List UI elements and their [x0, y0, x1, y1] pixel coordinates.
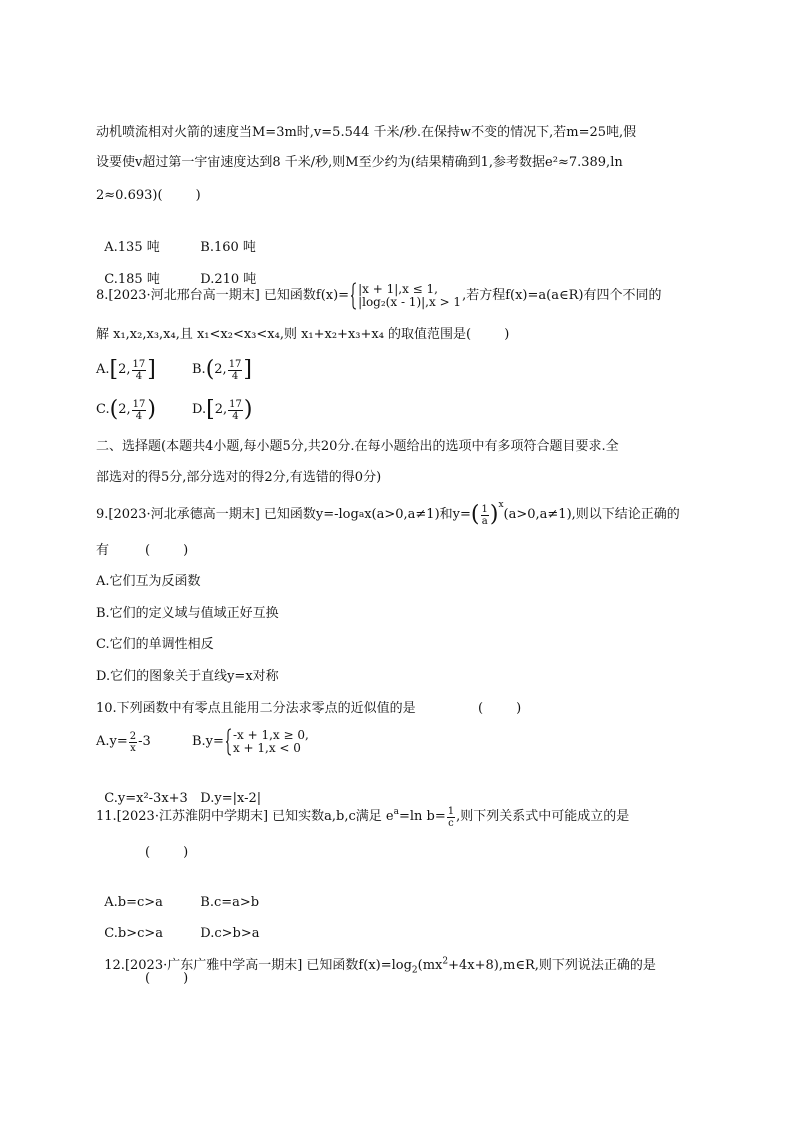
q8-option-b: B. ( 2, $\frac{17}{4}$ ]: [192, 357, 253, 382]
q8-option-c: C. ( 2, $\frac{17}{4}$ ): [96, 397, 156, 422]
q10-case-1: -x + 1,x ≥ 0,: [232, 728, 309, 742]
q8-piecewise-cases: [358, 283, 461, 309]
q7-stem-line-1: 动机喷流相对火箭的速度当M=3m时,v=5.544 千米/秒.在保持w不变的情况下,若m=25吨,假: [96, 125, 637, 140]
exponent: 2: [442, 956, 449, 967]
interval-close: ]: [243, 357, 253, 382]
interval-close: ): [243, 397, 253, 422]
fraction: $\frac{1}{a}$: [481, 503, 488, 527]
q7-option-c: C.185 吨: [104, 272, 160, 287]
exponent: x: [498, 500, 504, 510]
q10-answer-blank: ( ): [478, 701, 522, 716]
q8-stem-start: 8.[2023·河北邢台高一期末] 已知函数f(x)=: [96, 288, 350, 303]
interval-close: ]: [147, 357, 156, 382]
q7-option-d: D.210 吨: [200, 272, 257, 287]
q10-piecewise-cases: [233, 729, 309, 755]
q11-option-d: D.c>b>a: [200, 926, 260, 941]
q9-option-c: C.它们的单调性相反: [96, 637, 214, 652]
fraction: $\frac{2}{x}$: [129, 730, 137, 754]
q10-option-d: D.y=|x-2|: [200, 791, 262, 806]
interval-open: (: [205, 357, 215, 382]
fraction: $\frac{17}{4}$: [132, 358, 146, 382]
q9-option-b: B.它们的定义域与值域正好互换: [96, 606, 279, 621]
q7-stem-line-3: 2≈0.693)( ): [96, 188, 201, 203]
q8-stem-line-2: 解 x₁,x₂,x₃,x₄,且 x₁<x₂<x₃<x₄,则 x₁+x₂+x₃+x₄ 的取值范围是( ): [96, 327, 510, 342]
fraction: $\frac{17}{4}$: [229, 398, 242, 422]
interval-open: [: [206, 397, 215, 422]
fraction: $\frac{17}{4}$: [132, 398, 146, 422]
left-brace-icon: [350, 282, 357, 310]
left-brace-icon: [225, 728, 232, 756]
q8-case-1: |x + 1|,x ≤ 1,: [358, 282, 438, 296]
q10-case-2: x + 1,x < 0: [232, 741, 301, 755]
interval-close: ): [147, 397, 156, 422]
q8-options-row-1: [96, 355, 288, 385]
section2-instructions-line-1: 二、选择题(本题共4小题,每小题5分,共20分.在每小题给出的选项中有多项符合题目要求.全: [96, 439, 619, 454]
q9-option-a: A.它们互为反函数: [96, 574, 201, 589]
q11-option-a: A.b=c>a: [104, 895, 163, 910]
q9-answer-blank: ( ): [145, 543, 189, 558]
log-base: 2: [411, 965, 418, 976]
q10-options-row-1: [96, 727, 310, 757]
q10-option-c: C.y=x²-3x+3: [104, 791, 188, 806]
q11-option-b: B.c=a>b: [200, 895, 260, 910]
q7-option-a: A.135 吨: [104, 240, 160, 255]
q8-stem-line-1: [96, 281, 661, 311]
q12-answer-blank: ( ): [145, 971, 189, 986]
q10-option-b: B.y= -x + 1,x ≥ 0, x + 1,x < 0: [192, 728, 309, 755]
q11-answer-blank: ( ): [145, 845, 189, 860]
q9-stem-line-2: 有: [96, 543, 110, 558]
q11-options-row-2: [96, 907, 296, 943]
q11-option-c: C.b>c>a: [104, 926, 164, 941]
q7-options-row-1: [96, 221, 296, 257]
q10-options-row-2: [96, 772, 296, 808]
q8-stem-end: ,若方程f(x)=a(a∈R)有四个不同的: [462, 288, 662, 303]
q10-piecewise-function: [225, 728, 309, 756]
section2-instructions-line-2: 部选对的得5分,部分选对的得2分,有选错的得0分): [96, 470, 382, 485]
q8-piecewise-function: [350, 282, 461, 310]
q11-stem-line: 11.[2023·江苏淮阴中学期末] 已知实数a,b,c满足 e a =ln b= $\frac{1}{c}$ ,则下列关系式中可能成立的是: [96, 804, 629, 830]
q8-option-d: D. [ 2, $\frac{17}{4}$ ): [192, 397, 253, 422]
q8-options-row-2: [96, 395, 288, 425]
interval-open: [: [109, 357, 119, 382]
q9-stem-line-1: 9.[2023·河北承德高一期末] 已知函数y=-log a x(a>0,a≠1)和y= ( $\frac{1}{a}$ ) x (a>0,a≠1),则以下结论正确的: [96, 500, 680, 530]
interval-open: (: [109, 397, 119, 422]
fraction: $\frac{17}{4}$: [228, 358, 242, 382]
q12-stem-line: 12.[2023·广东广雅中学高一期末] 已知函数$f(x)=\log_2(mx^2+4x+8),m\in R$,则下列说法正确的是: [104, 956, 656, 976]
q8-case-2: |log₂(x - 1)|,x > 1: [358, 295, 462, 309]
q9-option-d: D.它们的图象关于直线y=x对称: [96, 669, 279, 684]
q10-stem: 10.下列函数中有零点且能用二分法求零点的近似值的是: [96, 701, 416, 716]
q7-stem-line-2: 设要使v超过第一宇宙速度达到8 千米/秒,则M至少约为(结果精确到1,参考数据e²≈7.389,ln: [96, 155, 623, 170]
q7-option-b: B.160 吨: [200, 240, 256, 255]
q10-option-a: A.y= $\frac{2}{x}$ -3: [96, 730, 151, 754]
fraction: $\frac{1}{c}$: [447, 805, 455, 829]
exponent: a: [393, 807, 399, 817]
q8-option-a: A. [ 2, $\frac{17}{4}$ ]: [96, 357, 156, 382]
